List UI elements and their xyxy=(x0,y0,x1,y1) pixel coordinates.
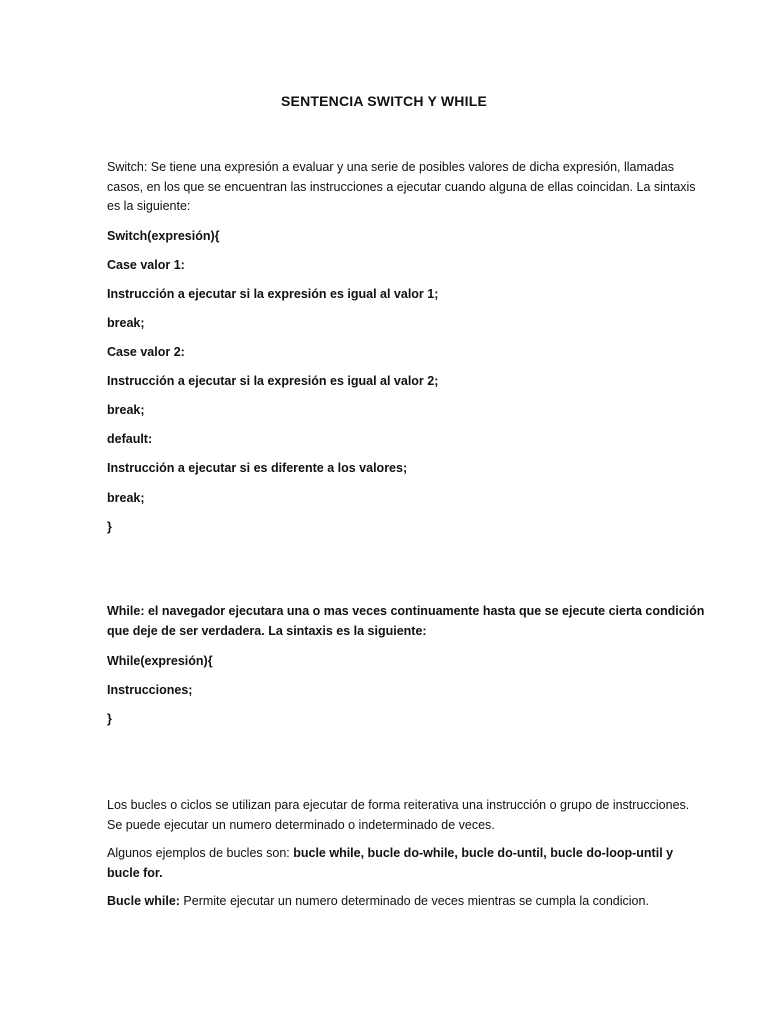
switch-intro-paragraph: Switch: Se tiene una expresión a evaluar y una serie de posibles valores de dicha expresión, llamadas casos, en los que se encuentran las instrucciones a ejecutar cuando alguna de ellas coincidan. La sintaxis es la siguiente: xyxy=(107,160,696,213)
examples-list: bucle while, bucle do-while, bucle do-until, bucle do-loop-until y bucle for. xyxy=(107,846,674,880)
switch-code-line: Instrucción a ejecutar si es diferente a los valores; xyxy=(107,461,408,475)
switch-code-line: break; xyxy=(107,403,145,417)
examples-prefix: Algunos ejemplos de bucles son: xyxy=(107,846,294,860)
switch-code-line: break; xyxy=(107,491,145,505)
while-intro-paragraph: While: el navegador ejecutara una o mas veces continuamente hasta que se ejecute cierta condición que deje de ser verdadera. La sintaxis es la siguiente: xyxy=(107,604,705,638)
loops-paragraph: Los bucles o ciclos se utilizan para ejecutar de forma reiterativa una instrucción o grupo de instrucciones. Se puede ejecutar un numero determinado o indeterminado de veces. xyxy=(107,798,690,832)
switch-code-line: Case valor 2: xyxy=(107,345,185,359)
bucle-while-definition xyxy=(107,893,707,909)
switch-code-line: Instrucción a ejecutar si la expresión es igual al valor 2; xyxy=(107,374,439,388)
bucle-while-term: Bucle while: xyxy=(107,894,184,908)
while-code-line: While(expresión){ xyxy=(107,654,213,668)
bucle-while-text: Permite ejecutar un numero determinado de veces mientras se cumpla la condicion. xyxy=(183,894,649,908)
page-title: SENTENCIA SWITCH Y WHILE xyxy=(281,93,487,109)
switch-code-line: Instrucción a ejecutar si la expresión es igual al valor 1; xyxy=(107,287,439,301)
switch-code-line: Case valor 1: xyxy=(107,258,185,272)
switch-code-line: break; xyxy=(107,316,145,330)
switch-code-line: Switch(expresión){ xyxy=(107,229,220,243)
while-code-line: Instrucciones; xyxy=(107,683,193,697)
loops-examples-paragraph xyxy=(107,844,707,883)
while-code-line: } xyxy=(107,712,112,726)
switch-code-line: } xyxy=(107,520,112,534)
switch-code-line: default: xyxy=(107,432,153,446)
